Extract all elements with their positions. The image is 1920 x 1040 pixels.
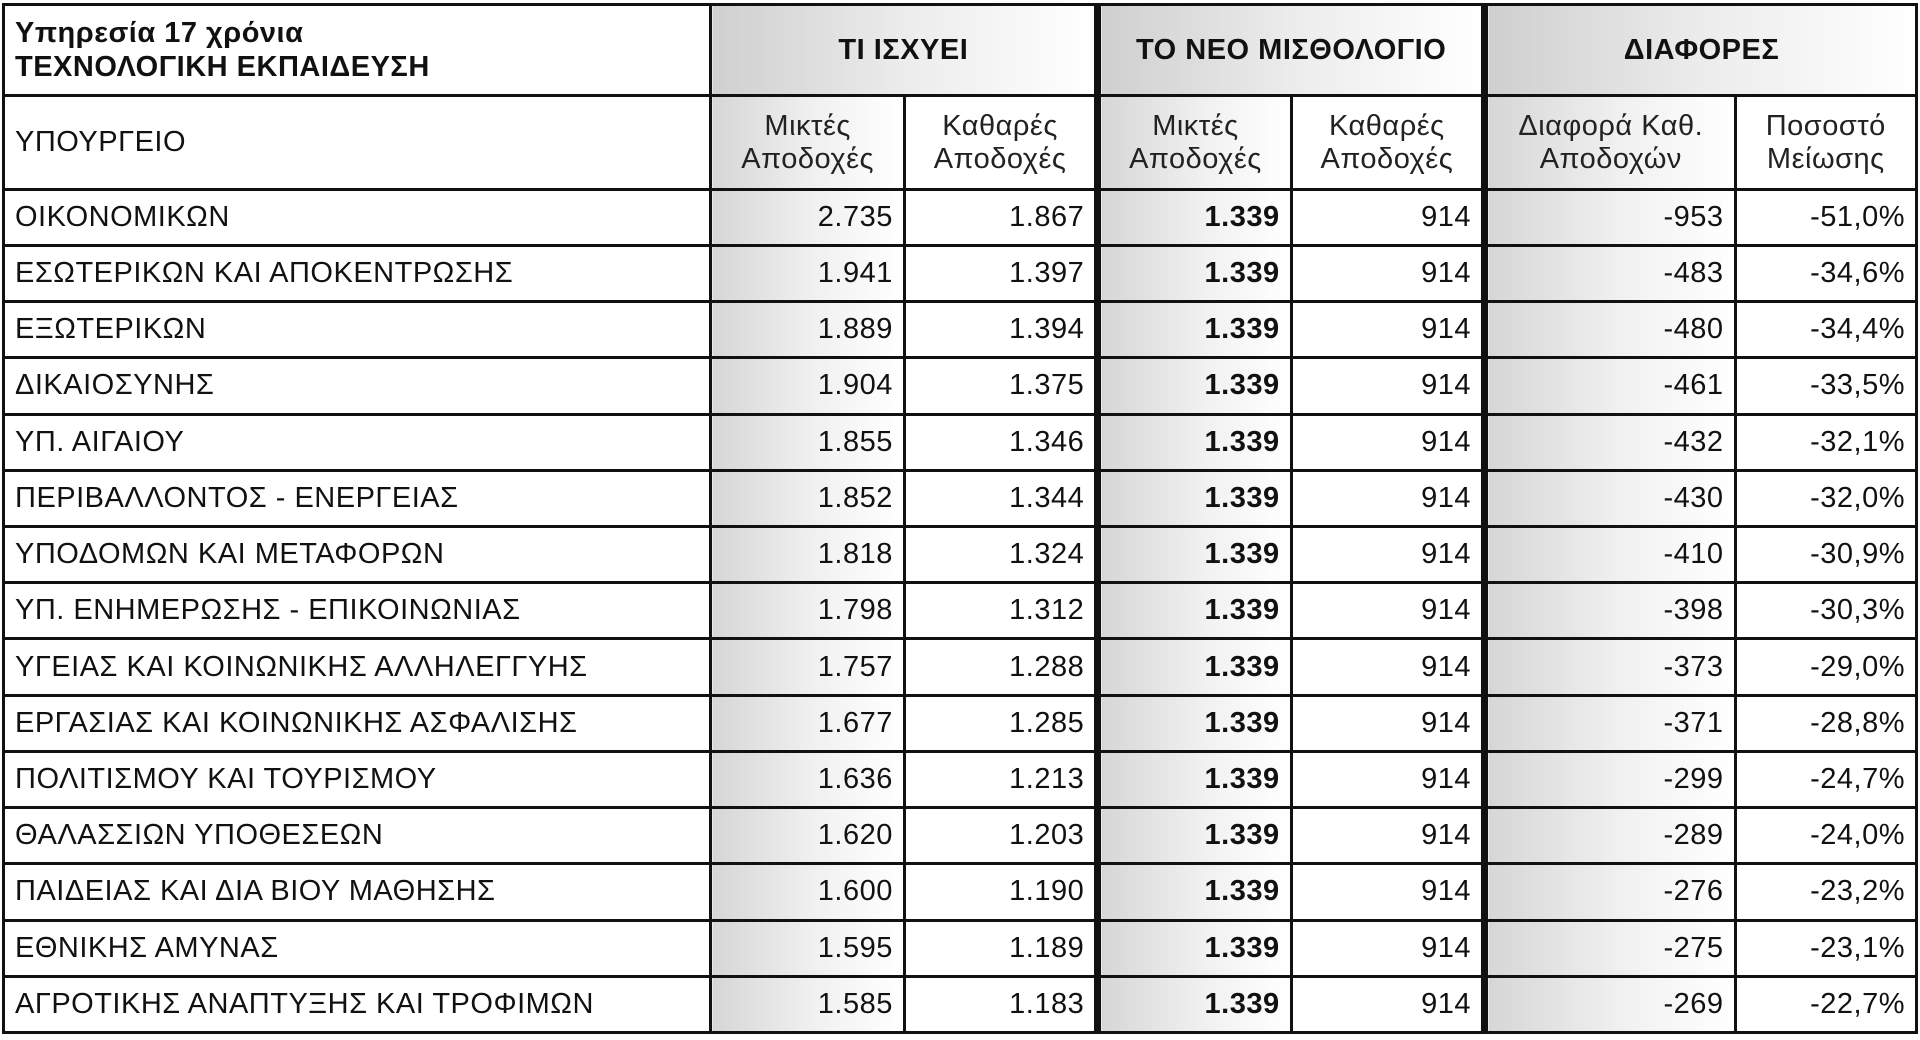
cell-net-difference: -269	[1485, 976, 1736, 1032]
cell-current-net: 1.203	[904, 808, 1097, 864]
cell-new-gross: 1.339	[1098, 583, 1291, 639]
cell-new-gross: 1.339	[1098, 189, 1291, 245]
cell-current-gross: 1.600	[711, 864, 904, 920]
table-row	[4, 470, 1917, 526]
cell-current-gross: 1.852	[711, 470, 904, 526]
cell-reduction-percent: -30,9%	[1735, 527, 1916, 583]
cell-reduction-percent: -24,0%	[1735, 808, 1916, 864]
group-header-current: ΤΙ ΙΣΧΥΕΙ	[711, 5, 1098, 96]
column-header-net-difference-line1: Διαφορά Καθ.	[1518, 109, 1704, 142]
table-row	[4, 302, 1917, 358]
cell-current-gross: 1.585	[711, 976, 904, 1032]
cell-net-difference: -432	[1485, 414, 1736, 470]
cell-new-net: 914	[1291, 639, 1484, 695]
column-header-net-line2: Αποδοχές	[933, 142, 1067, 175]
cell-current-net: 1.288	[904, 639, 1097, 695]
cell-ministry: ΥΓΕΙΑΣ ΚΑΙ ΚΟΙΝΩΝΙΚΗΣ ΑΛΛΗΛΕΓΓΥΗΣ	[4, 639, 711, 695]
cell-reduction-percent: -29,0%	[1735, 639, 1916, 695]
title-line-category: ΤΕΧΝΟΛΟΓΙΚΗ ΕΚΠΑΙΔΕΥΣΗ	[15, 51, 430, 84]
group-header-differences: ΔΙΑΦΟΡΕΣ	[1485, 5, 1917, 96]
cell-reduction-percent: -34,6%	[1735, 245, 1916, 301]
table-row	[4, 527, 1917, 583]
cell-reduction-percent: -34,4%	[1735, 302, 1916, 358]
cell-current-net: 1.867	[904, 189, 1097, 245]
cell-current-gross: 1.941	[711, 245, 904, 301]
cell-net-difference: -430	[1485, 470, 1736, 526]
table-row	[4, 414, 1917, 470]
cell-new-net: 914	[1291, 470, 1484, 526]
column-header-net-difference	[1485, 96, 1736, 189]
cell-reduction-percent: -30,3%	[1735, 583, 1916, 639]
cell-new-net: 914	[1291, 808, 1484, 864]
group-header-new-payroll: ΤΟ ΝΕΟ ΜΙΣΘΟΛΟΓΙΟ	[1098, 5, 1485, 96]
cell-new-net: 914	[1291, 189, 1484, 245]
cell-reduction-percent: -28,8%	[1735, 695, 1916, 751]
cell-current-net: 1.189	[904, 920, 1097, 976]
cell-current-net: 1.397	[904, 245, 1097, 301]
cell-current-net: 1.394	[904, 302, 1097, 358]
cell-current-net: 1.324	[904, 527, 1097, 583]
cell-current-gross: 1.889	[711, 302, 904, 358]
column-header-new-gross	[1098, 96, 1291, 189]
cell-net-difference: -480	[1485, 302, 1736, 358]
cell-net-difference: -275	[1485, 920, 1736, 976]
column-header-new-net	[1291, 96, 1484, 189]
cell-current-gross: 1.904	[711, 358, 904, 414]
cell-new-net: 914	[1291, 695, 1484, 751]
cell-ministry: ΘΑΛΑΣΣΙΩΝ ΥΠΟΘΕΣΕΩΝ	[4, 808, 711, 864]
table-row	[4, 808, 1917, 864]
cell-new-gross: 1.339	[1098, 808, 1291, 864]
title-line-service-years: Υπηρεσία 17 χρόνια	[15, 17, 304, 50]
table-row	[4, 639, 1917, 695]
cell-current-gross: 1.855	[711, 414, 904, 470]
cell-ministry: ΕΣΩΤΕΡΙΚΩΝ ΚΑΙ ΑΠΟΚΕΝΤΡΩΣΗΣ	[4, 245, 711, 301]
cell-new-net: 914	[1291, 358, 1484, 414]
cell-ministry: ΠΟΛΙΤΙΣΜΟΥ ΚΑΙ ΤΟΥΡΙΣΜΟΥ	[4, 751, 711, 807]
cell-new-gross: 1.339	[1098, 527, 1291, 583]
column-header-net-line1: Καθαρές	[942, 109, 1058, 142]
column-header-new-net-line2: Αποδοχές	[1320, 142, 1454, 175]
column-header-new-net-line1: Καθαρές	[1329, 109, 1445, 142]
cell-net-difference: -398	[1485, 583, 1736, 639]
cell-new-gross: 1.339	[1098, 976, 1291, 1032]
cell-current-gross: 1.677	[711, 695, 904, 751]
cell-ministry: ΠΕΡΙΒΑΛΛΟΝΤΟΣ - ΕΝΕΡΓΕΙΑΣ	[4, 470, 711, 526]
table-row	[4, 976, 1917, 1032]
cell-ministry: ΥΠ. ΕΝΗΜΕΡΩΣΗΣ - ΕΠΙΚΟΙΝΩΝΙΑΣ	[4, 583, 711, 639]
cell-net-difference: -299	[1485, 751, 1736, 807]
cell-reduction-percent: -23,2%	[1735, 864, 1916, 920]
cell-current-net: 1.346	[904, 414, 1097, 470]
cell-current-net: 1.213	[904, 751, 1097, 807]
cell-ministry: ΕΘΝΙΚΗΣ ΑΜΥΝΑΣ	[4, 920, 711, 976]
column-header-ministry: ΥΠΟΥΡΓΕΙΟ	[4, 96, 711, 189]
cell-new-net: 914	[1291, 976, 1484, 1032]
cell-new-net: 914	[1291, 864, 1484, 920]
cell-current-net: 1.285	[904, 695, 1097, 751]
cell-new-gross: 1.339	[1098, 751, 1291, 807]
table-row	[4, 245, 1917, 301]
table-row	[4, 751, 1917, 807]
cell-net-difference: -373	[1485, 639, 1736, 695]
table-row	[4, 358, 1917, 414]
column-header-net	[904, 96, 1097, 189]
cell-current-net: 1.312	[904, 583, 1097, 639]
salary-comparison-table	[2, 3, 1918, 1034]
cell-net-difference: -461	[1485, 358, 1736, 414]
cell-net-difference: -276	[1485, 864, 1736, 920]
cell-current-net: 1.190	[904, 864, 1097, 920]
cell-new-net: 914	[1291, 245, 1484, 301]
cell-ministry: ΥΠ. ΑΙΓΑΙΟΥ	[4, 414, 711, 470]
column-header-new-gross-line2: Αποδοχές	[1129, 142, 1262, 175]
cell-ministry: ΑΓΡΟΤΙΚΗΣ ΑΝΑΠΤΥΞΗΣ ΚΑΙ ΤΡΟΦΙΜΩΝ	[4, 976, 711, 1032]
cell-current-net: 1.375	[904, 358, 1097, 414]
cell-reduction-percent: -51,0%	[1735, 189, 1916, 245]
cell-ministry: ΟΙΚΟΝΟΜΙΚΩΝ	[4, 189, 711, 245]
cell-new-gross: 1.339	[1098, 414, 1291, 470]
cell-new-gross: 1.339	[1098, 864, 1291, 920]
cell-new-gross: 1.339	[1098, 358, 1291, 414]
cell-current-net: 1.344	[904, 470, 1097, 526]
cell-current-gross: 1.636	[711, 751, 904, 807]
cell-current-gross: 2.735	[711, 189, 904, 245]
cell-net-difference: -410	[1485, 527, 1736, 583]
cell-current-gross: 1.757	[711, 639, 904, 695]
header-row-groups	[4, 5, 1917, 96]
cell-ministry: ΕΡΓΑΣΙΑΣ ΚΑΙ ΚΟΙΝΩΝΙΚΗΣ ΑΣΦΑΛΙΣΗΣ	[4, 695, 711, 751]
cell-net-difference: -371	[1485, 695, 1736, 751]
cell-ministry: ΕΞΩΤΕΡΙΚΩΝ	[4, 302, 711, 358]
cell-current-gross: 1.798	[711, 583, 904, 639]
table-row	[4, 583, 1917, 639]
cell-new-net: 914	[1291, 751, 1484, 807]
header-row-columns	[4, 96, 1917, 189]
column-header-new-gross-line1: Μικτές	[1152, 109, 1239, 142]
cell-current-gross: 1.595	[711, 920, 904, 976]
cell-new-gross: 1.339	[1098, 302, 1291, 358]
table-title	[4, 5, 711, 96]
cell-net-difference: -289	[1485, 808, 1736, 864]
cell-reduction-percent: -23,1%	[1735, 920, 1916, 976]
table-row	[4, 864, 1917, 920]
cell-new-gross: 1.339	[1098, 695, 1291, 751]
cell-new-gross: 1.339	[1098, 245, 1291, 301]
cell-ministry: ΠΑΙΔΕΙΑΣ ΚΑΙ ΔΙΑ ΒΙΟΥ ΜΑΘΗΣΗΣ	[4, 864, 711, 920]
table-row	[4, 695, 1917, 751]
column-header-net-difference-line2: Αποδοχών	[1539, 142, 1682, 175]
cell-reduction-percent: -24,7%	[1735, 751, 1916, 807]
cell-reduction-percent: -32,0%	[1735, 470, 1916, 526]
cell-new-net: 914	[1291, 302, 1484, 358]
cell-new-gross: 1.339	[1098, 470, 1291, 526]
column-header-gross-line1: Μικτές	[764, 109, 851, 142]
cell-current-gross: 1.818	[711, 527, 904, 583]
cell-new-net: 914	[1291, 414, 1484, 470]
cell-new-net: 914	[1291, 583, 1484, 639]
cell-new-net: 914	[1291, 920, 1484, 976]
column-header-reduction-percent	[1735, 96, 1916, 189]
column-header-reduction-percent-line1: Ποσοστό	[1765, 109, 1886, 142]
cell-reduction-percent: -22,7%	[1735, 976, 1916, 1032]
cell-ministry: ΥΠΟΔΟΜΩΝ ΚΑΙ ΜΕΤΑΦΟΡΩΝ	[4, 527, 711, 583]
column-header-reduction-percent-line2: Μείωσης	[1766, 142, 1885, 175]
table-body	[4, 5, 1917, 1033]
cell-new-net: 914	[1291, 527, 1484, 583]
cell-current-gross: 1.620	[711, 808, 904, 864]
cell-net-difference: -953	[1485, 189, 1736, 245]
table-row	[4, 189, 1917, 245]
table-row	[4, 920, 1917, 976]
cell-ministry: ΔΙΚΑΙΟΣΥΝΗΣ	[4, 358, 711, 414]
column-header-gross	[711, 96, 904, 189]
column-header-gross-line2: Αποδοχές	[741, 142, 874, 175]
cell-new-gross: 1.339	[1098, 639, 1291, 695]
cell-reduction-percent: -33,5%	[1735, 358, 1916, 414]
cell-reduction-percent: -32,1%	[1735, 414, 1916, 470]
cell-new-gross: 1.339	[1098, 920, 1291, 976]
cell-net-difference: -483	[1485, 245, 1736, 301]
cell-current-net: 1.183	[904, 976, 1097, 1032]
